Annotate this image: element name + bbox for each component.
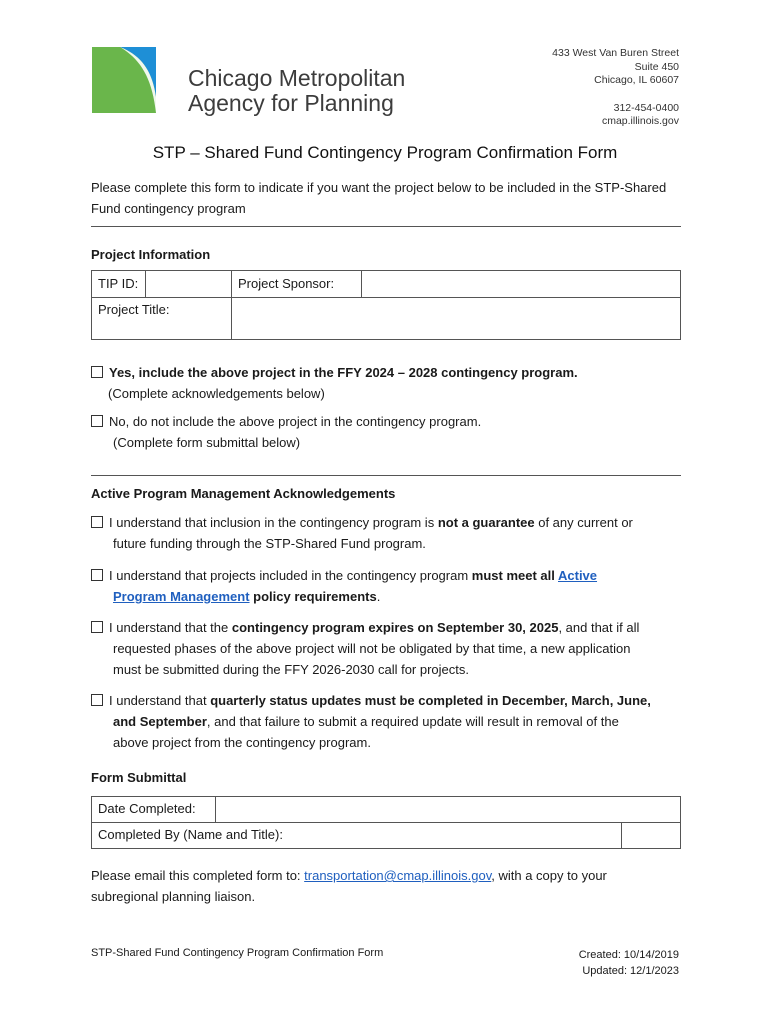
intro-text: Please complete this form to indicate if you want the project below to be included in the STP-Shared Fund contingency program — [91, 180, 667, 216]
ack-text: I understand that projects included in the contingency program — [109, 568, 472, 583]
org-website: cmap.illinois.gov — [601, 115, 679, 127]
submittal-table — [91, 796, 681, 849]
yes-checkbox[interactable] — [91, 366, 103, 378]
ack-apm — [91, 565, 681, 607]
option-no — [91, 411, 481, 453]
footer-dates — [579, 947, 679, 979]
ack-expiration — [91, 617, 681, 680]
apm-link[interactable]: Active — [558, 568, 598, 583]
ack-bold: and September — [113, 714, 207, 729]
no-note: (Complete form submittal below) — [113, 435, 301, 450]
acknowledgements-heading: Active Program Management Acknowledgements — [91, 486, 396, 501]
address-line: Suite 450 — [634, 60, 679, 73]
sponsor-label: Project Sponsor: — [232, 271, 362, 298]
org-address — [552, 47, 679, 129]
yes-label: Yes, include the above project in the FFY 2024 – 2028 contingency program. — [109, 365, 578, 380]
ack-bold: not a guarantee — [437, 515, 535, 530]
date-completed-label: Date Completed: — [92, 797, 216, 823]
ack-text: . — [376, 589, 381, 604]
ack-bold: contingency program expires on September 30, 2025 — [231, 620, 559, 635]
project-info-heading: Project Information — [91, 247, 211, 262]
ack-status-checkbox[interactable] — [91, 694, 103, 706]
tip-id-field[interactable] — [146, 271, 232, 298]
ack-text: future funding through the STP-Shared Fund program. — [113, 536, 426, 551]
address-line: Chicago, IL 60607 — [594, 74, 679, 86]
project-title-label: Project Title: — [92, 298, 232, 340]
apm-link[interactable]: Program Management — [113, 589, 250, 604]
ack-text: of any current or — [534, 515, 633, 530]
divider — [91, 475, 681, 476]
ack-text: , and that failure to submit a required update will result in removal of the — [206, 714, 619, 729]
sponsor-field[interactable] — [362, 271, 681, 298]
ack-text: , and that if all — [558, 620, 640, 635]
ack-text: I understand that the — [109, 620, 232, 635]
email-instructions — [91, 865, 681, 907]
option-yes — [91, 362, 578, 404]
ack-status-updates — [91, 690, 681, 753]
no-label: No, do not include the above project in the contingency program. — [109, 414, 482, 429]
email-text: , with a copy to your — [491, 868, 607, 883]
submittal-heading: Form Submittal — [91, 770, 187, 785]
tip-id-label: TIP ID: — [92, 271, 146, 298]
ack-text: must be submitted during the FFY 2026-2030 call for projects. — [113, 662, 470, 677]
org-phone: 312-454-0400 — [613, 101, 679, 114]
ack-apm-checkbox[interactable] — [91, 569, 103, 581]
email-link[interactable]: transportation@cmap.illinois.gov — [304, 868, 492, 883]
ack-bold: quarterly status updates must be completed in December, March, June, — [210, 693, 651, 708]
ack-guarantee-checkbox[interactable] — [91, 516, 103, 528]
ack-bold: must meet all — [471, 568, 558, 583]
org-name-line1: Chicago Metropolitan — [188, 65, 406, 91]
ack-text: I understand that inclusion in the contingency program is — [109, 515, 438, 530]
email-text: subregional planning liaison. — [91, 889, 256, 904]
ack-bold: policy requirements — [249, 589, 377, 604]
yes-note: (Complete acknowledgements below) — [108, 386, 325, 401]
org-name — [188, 66, 405, 116]
project-info-table — [91, 270, 681, 340]
project-title-field[interactable] — [232, 298, 681, 340]
divider — [91, 226, 681, 227]
org-name-line2: Agency for Planning — [188, 90, 394, 116]
date-completed-field[interactable] — [216, 797, 681, 823]
footer-form-name: STP-Shared Fund Contingency Program Confirmation Form — [91, 947, 384, 959]
created-date: Created: 10/14/2019 — [578, 949, 679, 961]
completed-by-label: Completed By (Name and Title): — [92, 823, 622, 849]
email-text: Please email this completed form to: — [91, 868, 305, 883]
ack-text: above project from the contingency program. — [113, 735, 371, 750]
completed-by-field[interactable] — [622, 823, 681, 849]
cmap-logo-icon — [92, 47, 156, 113]
no-checkbox[interactable] — [91, 415, 103, 427]
ack-text: requested phases of the above project will not be obligated by that time, a new application — [113, 641, 631, 656]
ack-expiration-checkbox[interactable] — [91, 621, 103, 633]
address-line: 433 West Van Buren Street — [552, 47, 679, 59]
updated-date: Updated: 12/1/2023 — [582, 965, 679, 977]
form-title: STP – Shared Fund Contingency Program Confirmation Form — [152, 143, 618, 162]
ack-guarantee — [91, 512, 681, 554]
ack-text: I understand that — [109, 693, 211, 708]
